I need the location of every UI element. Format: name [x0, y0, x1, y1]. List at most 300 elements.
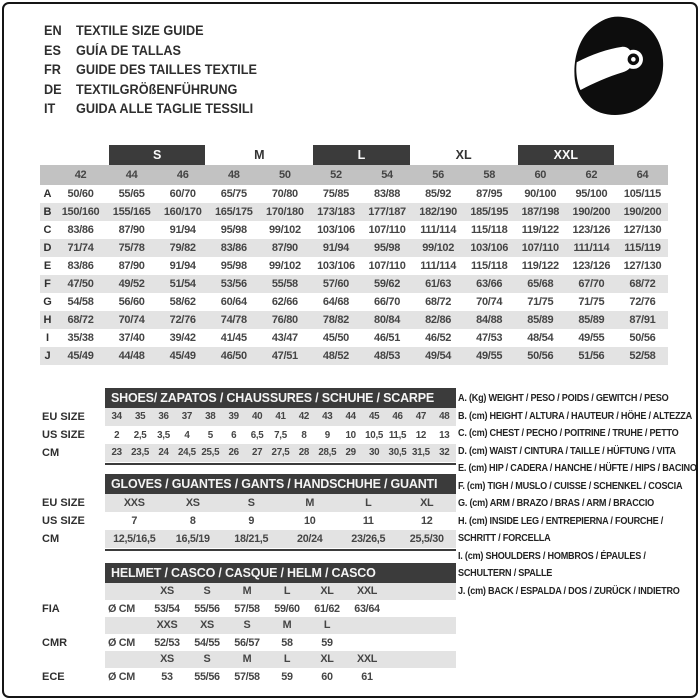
helmet-size-label	[347, 617, 387, 634]
size-value: 26	[222, 444, 245, 462]
measurement-value: 54/58	[67, 296, 94, 308]
measurement-value: 91/94	[169, 224, 196, 236]
language-code: DE	[44, 81, 62, 97]
measurement-value: 71/74	[67, 242, 94, 254]
shoes-section-header: SHOES/ ZAPATOS / CHAUSSURES / SCHUHE / SCARPE	[105, 388, 456, 408]
measurement-value: 74/78	[220, 314, 247, 326]
row-label: EU SIZE	[42, 497, 85, 509]
size-value: 25,5/30	[398, 530, 457, 548]
size-value: 37	[175, 408, 198, 426]
size-value: 7	[131, 515, 138, 527]
size-row-eu-size	[40, 408, 456, 426]
measurement-value: 95/98	[220, 260, 247, 272]
measurement-value: 46/51	[374, 332, 401, 344]
row-label: EU SIZE	[42, 411, 85, 423]
size-value: 2	[114, 429, 120, 441]
size-value: 48	[433, 408, 456, 426]
helmet-size-value: 59	[281, 670, 293, 683]
measurement-value: 87/90	[271, 242, 298, 254]
size-value: XL	[398, 494, 457, 512]
measurement-value: 127/130	[623, 224, 662, 236]
measurement-value: 51/54	[169, 278, 196, 290]
size-number-row	[40, 165, 668, 185]
standard-label: CMR	[42, 636, 68, 649]
legend-text: D. (cm) WAIST / CINTURA / TAILLE / HÜFTUNG / VITA	[458, 445, 676, 457]
measurement-value: 103/106	[317, 224, 355, 236]
helmet-size-label: M	[227, 583, 267, 600]
helmet-size-label: XL	[307, 583, 347, 600]
size-number: 64	[636, 169, 649, 181]
measurement-value: 76/80	[271, 314, 298, 326]
measurement-value: 71/75	[527, 296, 554, 308]
guide-title: TEXTILGRÖßENFÜHRUNG	[75, 81, 238, 97]
measurement-value: 47/53	[476, 332, 503, 344]
helmet-icon	[570, 15, 666, 119]
helmet-standard-row-fia	[40, 600, 456, 617]
size-value: 18/21,5	[222, 530, 281, 548]
measurement-value: 87/90	[118, 260, 145, 272]
size-value: 6	[231, 429, 237, 441]
size-value: 10	[304, 515, 316, 527]
measurement-value: 68/72	[629, 278, 656, 290]
measurement-value: 46/50	[220, 350, 247, 362]
helmet-size-value: 56/57	[234, 636, 260, 649]
helmet-size-value: 53	[161, 670, 173, 683]
size-group-s: S	[109, 145, 205, 165]
measurement-value: 67/70	[578, 278, 605, 290]
size-value: 39	[222, 408, 245, 426]
row-label: US SIZE	[42, 515, 85, 527]
measurement-value: 173/183	[317, 206, 355, 218]
row-letter: B	[43, 206, 52, 218]
row-letter: J	[44, 350, 51, 362]
helmet-size-value: 60	[321, 670, 333, 683]
measurement-value: 83/86	[220, 242, 247, 254]
helmet-size-table	[40, 563, 456, 685]
standard-label: ECE	[42, 670, 65, 683]
measurement-value: 44/48	[118, 350, 145, 362]
size-value: 11	[362, 515, 374, 527]
size-value: 3,5	[157, 429, 170, 441]
measurement-value: 95/98	[374, 242, 401, 254]
measurement-value: 65/75	[220, 188, 247, 200]
helmet-section-header: HELMET / CASCO / CASQUE / HELM / CASCO	[105, 563, 456, 583]
size-value: 24	[152, 444, 175, 462]
measurement-value: 79/82	[169, 242, 196, 254]
size-row-cm	[40, 530, 456, 548]
size-group-xxl: XXL	[518, 145, 614, 165]
size-value: 47	[409, 408, 432, 426]
legend-item	[458, 408, 696, 426]
size-value: 4	[184, 429, 190, 441]
row-letter: A	[43, 188, 52, 200]
helmet-size-label: S	[227, 617, 267, 634]
helmet-size-value: 61	[361, 670, 373, 683]
measurement-value: 107/110	[521, 242, 559, 254]
measurement-value: 177/187	[368, 206, 406, 218]
shoes-rows	[40, 408, 456, 462]
measurement-value: 43/47	[271, 332, 298, 344]
size-value: 6,5	[250, 429, 264, 441]
size-value: 30,5	[386, 444, 409, 462]
diameter-unit: Ø CM	[108, 602, 135, 615]
helmet-size-label: XXL	[347, 583, 387, 600]
size-value: 35	[128, 408, 151, 426]
helmet-size-label: M	[227, 651, 267, 668]
measurement-value: 87/90	[118, 224, 145, 236]
language-code: EN	[44, 23, 62, 39]
measurement-value: 103/106	[317, 260, 355, 272]
helmet-size-label: S	[187, 583, 227, 600]
measurement-value: 182/190	[419, 206, 457, 218]
measurement-value: 115/118	[470, 260, 508, 272]
measurement-row-i	[40, 329, 668, 347]
measurement-value: 57/60	[322, 278, 349, 290]
legend-item	[458, 478, 696, 496]
measurement-value: 185/195	[470, 206, 509, 218]
size-value: 8	[189, 515, 196, 527]
size-value: 8	[301, 429, 307, 441]
measurement-value: 65/68	[527, 278, 554, 290]
helmet-size-value: 63/64	[354, 602, 380, 615]
size-value: 42	[292, 408, 315, 426]
size-value: 30	[362, 444, 385, 462]
size-value: 43	[316, 408, 339, 426]
size-value: 28,5	[316, 444, 339, 462]
legend-text: F. (cm) TIGH / MUSLO / CUISSE / SCHENKEL / COSCIA	[458, 480, 683, 492]
size-number: 60	[534, 169, 547, 181]
gloves-section-header: GLOVES / GUANTES / GANTS / HANDSCHUHE / GUANTI	[105, 474, 456, 494]
size-number: 52	[330, 169, 342, 181]
measurement-value: 70/80	[271, 188, 298, 200]
helmet-size-label: XS	[187, 617, 227, 634]
spacer	[105, 651, 147, 668]
spacer	[105, 617, 147, 634]
legend-item	[458, 460, 696, 478]
measurement-value: 83/86	[67, 224, 94, 236]
helmet-size-value: 55/56	[194, 670, 220, 683]
size-value: 45	[362, 408, 385, 426]
measurement-row-g	[40, 293, 668, 311]
guide-title: TEXTILE SIZE GUIDE	[75, 23, 204, 39]
gloves-size-table	[40, 474, 456, 551]
size-value: 9	[324, 429, 330, 441]
language-row	[44, 41, 257, 61]
measurement-value: 70/74	[118, 314, 145, 326]
measurement-value: 62/66	[271, 296, 298, 308]
measurement-value: 53/56	[220, 278, 247, 290]
helmet-size-label: M	[267, 617, 307, 634]
size-number: 48	[227, 169, 240, 181]
size-value: XXS	[105, 494, 164, 512]
measurement-value: 72/76	[169, 314, 196, 326]
measurement-value: 160/170	[163, 206, 202, 218]
size-value: 46	[386, 408, 409, 426]
size-value: 38	[199, 408, 222, 426]
size-value: M	[281, 494, 340, 512]
helmet-size-label: S	[187, 651, 227, 668]
measurement-value: 35/38	[67, 332, 94, 344]
measurement-value: 107/110	[368, 260, 406, 272]
helmet-size-value: 55/56	[194, 602, 220, 615]
row-letter: D	[43, 242, 52, 254]
size-group-xl: XL	[455, 148, 472, 162]
helmet-size-value: 58	[281, 636, 293, 649]
language-row	[44, 21, 257, 41]
size-value: 20/24	[281, 530, 340, 548]
helmet-rows	[40, 583, 456, 685]
measurement-value: 47/51	[271, 350, 298, 362]
measurement-value: 105/115	[623, 188, 661, 200]
measurement-value: 170/180	[266, 206, 304, 218]
measurement-value: 82/86	[425, 314, 452, 326]
standard-label: FIA	[42, 602, 60, 615]
gloves-rows	[40, 494, 456, 548]
measurement-row-e	[40, 257, 668, 275]
size-value: L	[339, 494, 398, 512]
measurement-row-h	[40, 311, 668, 329]
diameter-unit: Ø CM	[108, 670, 135, 683]
size-value: 28	[292, 444, 315, 462]
measurement-value: 68/72	[425, 296, 452, 308]
measurement-value: 56/60	[118, 296, 145, 308]
measurement-row-a	[40, 185, 668, 203]
measurement-value: 68/72	[67, 314, 94, 326]
language-title-list	[44, 21, 271, 119]
measurement-row-b	[40, 203, 668, 221]
measurement-value: 87/91	[629, 314, 656, 326]
size-group-l: L	[313, 145, 409, 165]
legend-item	[458, 583, 696, 601]
measurement-value: 187/198	[521, 206, 560, 218]
size-number: 62	[585, 169, 598, 181]
row-letter: F	[44, 278, 51, 290]
helmet-size-row	[40, 651, 456, 668]
size-value: S	[222, 494, 281, 512]
helmet-size-row	[40, 583, 456, 600]
measurement-value: 83/86	[67, 260, 94, 272]
measurement-value: 45/49	[169, 350, 196, 362]
row-letter: G	[43, 296, 52, 308]
measurement-value: 66/70	[374, 296, 401, 308]
measurement-value: 111/114	[420, 224, 457, 236]
measurement-value: 49/54	[425, 350, 452, 362]
section-divider	[105, 463, 456, 465]
measurement-value: 84/88	[476, 314, 503, 326]
measurement-value: 91/94	[322, 242, 349, 254]
measurement-value: 83/88	[374, 188, 401, 200]
measurement-value: 60/70	[169, 188, 196, 200]
size-value: 9	[248, 515, 255, 527]
size-value: 2,5	[133, 429, 147, 441]
legend-item	[458, 513, 696, 548]
helmet-size-value: 59/60	[274, 602, 300, 615]
size-number: 50	[279, 169, 291, 181]
filler	[387, 583, 456, 600]
measurement-value: 48/53	[374, 350, 401, 362]
measurement-value: 123/126	[572, 260, 611, 272]
legend-text: SCHRITT / FORCELLA	[458, 533, 551, 544]
size-value: 44	[339, 408, 362, 426]
size-value: 13	[439, 429, 450, 441]
helmet-standard-row-ece	[40, 668, 456, 685]
measurement-value: 99/102	[268, 260, 301, 272]
measurement-value: 60/64	[220, 296, 247, 308]
row-letter: E	[43, 260, 52, 272]
measurement-value: 70/74	[476, 296, 503, 308]
measurement-value: 91/94	[169, 260, 196, 272]
size-value: 41	[269, 408, 292, 426]
legend-item	[458, 390, 696, 408]
helmet-size-value: 52/53	[154, 636, 180, 649]
measurement-row-f	[40, 275, 668, 293]
size-value: 7,5	[274, 429, 287, 441]
measurement-value: 55/58	[271, 278, 298, 290]
measurement-value: 50/60	[67, 188, 94, 200]
row-label: CM	[42, 447, 60, 459]
measurement-value: 111/114	[573, 242, 610, 254]
measurement-value: 41/45	[220, 332, 247, 344]
measurement-value: 115/118	[470, 224, 508, 236]
measurement-value: 90/100	[524, 188, 557, 200]
language-code: ES	[44, 42, 61, 58]
language-code: IT	[44, 101, 56, 117]
measurement-value: 50/56	[527, 350, 554, 362]
row-letter: C	[43, 224, 52, 236]
textile-size-table	[40, 145, 668, 365]
row-letter: H	[43, 314, 52, 326]
measurement-value: 87/95	[476, 188, 503, 200]
measurement-value: 107/110	[368, 224, 406, 236]
measurement-value: 190/200	[572, 206, 611, 218]
language-row	[44, 99, 257, 119]
measurement-value: 64/68	[322, 296, 349, 308]
measurement-value: 190/200	[623, 206, 662, 218]
legend-text: SCHULTERN / SPALLE	[458, 568, 553, 579]
helmet-size-row	[40, 617, 456, 634]
measurement-value: 75/78	[118, 242, 145, 254]
measurement-value: 50/56	[629, 332, 656, 344]
measurement-row-c	[40, 221, 668, 239]
row-label: CM	[42, 533, 60, 545]
size-row-us-size	[40, 426, 456, 444]
helmet-size-label: L	[267, 583, 307, 600]
legend-item	[458, 443, 696, 461]
size-value: 23,5	[128, 444, 151, 462]
measurement-value: 103/106	[470, 242, 509, 254]
filler	[387, 651, 456, 668]
helmet-standard-row-cmr	[40, 634, 456, 651]
size-value: 16,5/19	[164, 530, 223, 548]
size-number: 54	[381, 169, 393, 181]
helmet-size-label: XXS	[147, 617, 187, 634]
helmet-size-value: 53/54	[154, 602, 180, 615]
size-number: 46	[176, 169, 189, 181]
measurement-value: 49/52	[118, 278, 145, 290]
shoes-size-table	[40, 388, 456, 465]
legend-text: E. (cm) HIP / CADERA / HANCHE / HÜFTE / HIPS / BACINO	[458, 463, 697, 474]
measurement-value: 127/130	[623, 260, 662, 272]
helmet-size-value: 57/58	[234, 602, 260, 615]
legend-item	[458, 495, 696, 513]
size-value: 31,5	[409, 444, 432, 462]
measurement-value: 150/160	[61, 206, 100, 218]
measurement-value: 123/126	[572, 224, 611, 236]
legend-text: C. (cm) CHEST / PECHO / POITRINE / TRUHE / PETTO	[458, 428, 679, 439]
measurement-value: 59/62	[374, 278, 401, 290]
measurement-value: 71/75	[578, 296, 605, 308]
measurement-legend	[458, 390, 696, 600]
helmet-size-value: 54/55	[194, 636, 220, 649]
diameter-unit: Ø CM	[108, 636, 135, 649]
measurement-value: 115/119	[624, 242, 661, 254]
legend-item	[458, 425, 696, 443]
size-value: 23/26,5	[339, 530, 398, 548]
size-number: 56	[432, 169, 444, 181]
measurement-value: 99/102	[268, 224, 301, 236]
helmet-size-label: XS	[147, 651, 187, 668]
measurement-value: 45/49	[67, 350, 94, 362]
size-row-cm	[40, 444, 456, 462]
size-value: 12,5/16,5	[105, 530, 164, 548]
helmet-size-value: 57/58	[234, 670, 260, 683]
size-value: 36	[152, 408, 175, 426]
legend-text: J. (cm) BACK / ESPALDA / DOS / ZURÜCK / INDIETRO	[458, 585, 680, 597]
measurement-value: 46/52	[425, 332, 452, 344]
size-value: 27	[245, 444, 268, 462]
measurement-value: 37/40	[118, 332, 145, 344]
measurement-value: 99/102	[422, 242, 455, 254]
legend-text: H. (cm) INSIDE LEG / ENTREPIERNA / FOURCHE /	[458, 515, 664, 527]
helmet-size-label: XS	[147, 583, 187, 600]
helmet-size-label: L	[267, 651, 307, 668]
row-letter: I	[45, 332, 50, 344]
size-value: 29	[339, 444, 362, 462]
helmet-size-value: 59	[321, 636, 333, 649]
filler	[387, 617, 456, 634]
measurement-value: 80/84	[374, 314, 401, 326]
measurement-value: 85/89	[578, 314, 605, 326]
measurement-value: 72/76	[629, 296, 656, 308]
size-number: 44	[125, 169, 138, 181]
size-group-row	[40, 145, 668, 165]
guide-title: GUIDA ALLE TAGLIE TESSILI	[75, 101, 254, 117]
measurement-value: 75/85	[322, 188, 349, 200]
measurement-value: 165/175	[214, 206, 253, 218]
measurement-row-d	[40, 239, 668, 257]
language-row	[44, 60, 257, 80]
helmet-size-label: L	[307, 617, 347, 634]
measurement-value: 48/54	[527, 332, 554, 344]
legend-text: A. (Kg) WEIGHT / PESO / POIDS / GEWITCH / PESO	[458, 393, 669, 404]
size-value: 10	[345, 429, 356, 441]
size-value: XS	[164, 494, 223, 512]
measurement-value: 49/55	[476, 350, 503, 362]
measurement-value: 52/58	[629, 350, 656, 362]
measurement-value: 119/122	[521, 224, 559, 236]
row-label: US SIZE	[42, 429, 85, 441]
size-group-m: M	[254, 148, 265, 162]
size-value: 5	[207, 429, 213, 441]
measurement-value: 51/56	[578, 350, 605, 362]
language-row	[44, 80, 257, 100]
measurement-value: 49/55	[578, 332, 605, 344]
measurement-value: 48/52	[322, 350, 349, 362]
guide-title: GUÍA DE TALLAS	[75, 42, 182, 58]
measurement-value: 111/114	[420, 260, 457, 272]
section-divider	[105, 549, 456, 551]
measurement-value: 95/100	[575, 188, 608, 200]
